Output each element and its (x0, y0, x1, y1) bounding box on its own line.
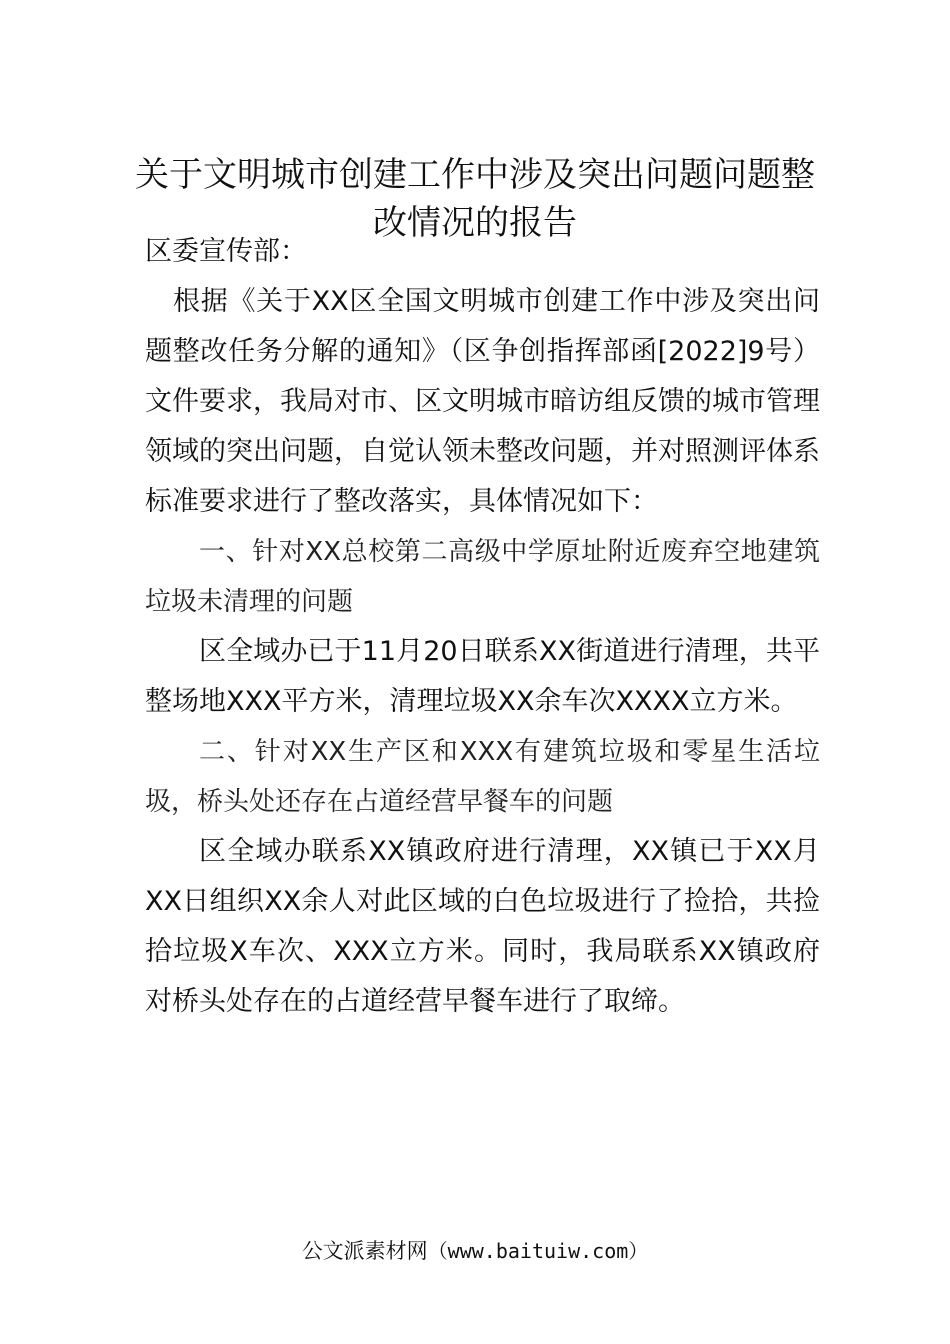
source-url: （www.baituiw.com） (427, 1239, 649, 1263)
section-body-2: 区全域办联系XX镇政府进行清理，XX镇已于XX月XX日组织XX余人对此区域的白色垃圾进行了捡拾，共捡拾垃圾X车次、XXX立方米。同时，我局联系XX镇政府对桥头处存在的占道经营早餐车进行了取缔。 (145, 836, 820, 1017)
intro-paragraph: 根据《关于XX区全国文明城市创建工作中涉及突出问题整改任务分解的通知》（区争创指挥部函[2022]9号）文件要求，我局对市、区文明城市暗访组反馈的城市管理领域的突出问题，自觉认领未整改问题，并对照测评体系标准要求进行了整改落实，具体情况如下： (145, 286, 820, 517)
source-footer (0, 1234, 950, 1268)
salutation: 区委宣传部： (145, 236, 307, 267)
section-body-1: 区全域办已于11月20日联系XX街道进行清理，共平整场地XXX平方米，清理垃圾XX余车次XXXX立方米。 (145, 636, 820, 717)
document-title: 关于文明城市创建工作中涉及突出问题问题整改情况的报告 (135, 154, 815, 243)
document-body (145, 227, 820, 1027)
section-heading-2: 二、针对XX生产区和XXX有建筑垃圾和零星生活垃圾，桥头处还存在占道经营早餐车的问题 (145, 737, 820, 817)
section-heading-1: 一、针对XX总校第二高级中学原址附近废弃空地建筑垃圾未清理的问题 (145, 537, 820, 617)
source-name: 公文派素材网 (301, 1239, 428, 1263)
